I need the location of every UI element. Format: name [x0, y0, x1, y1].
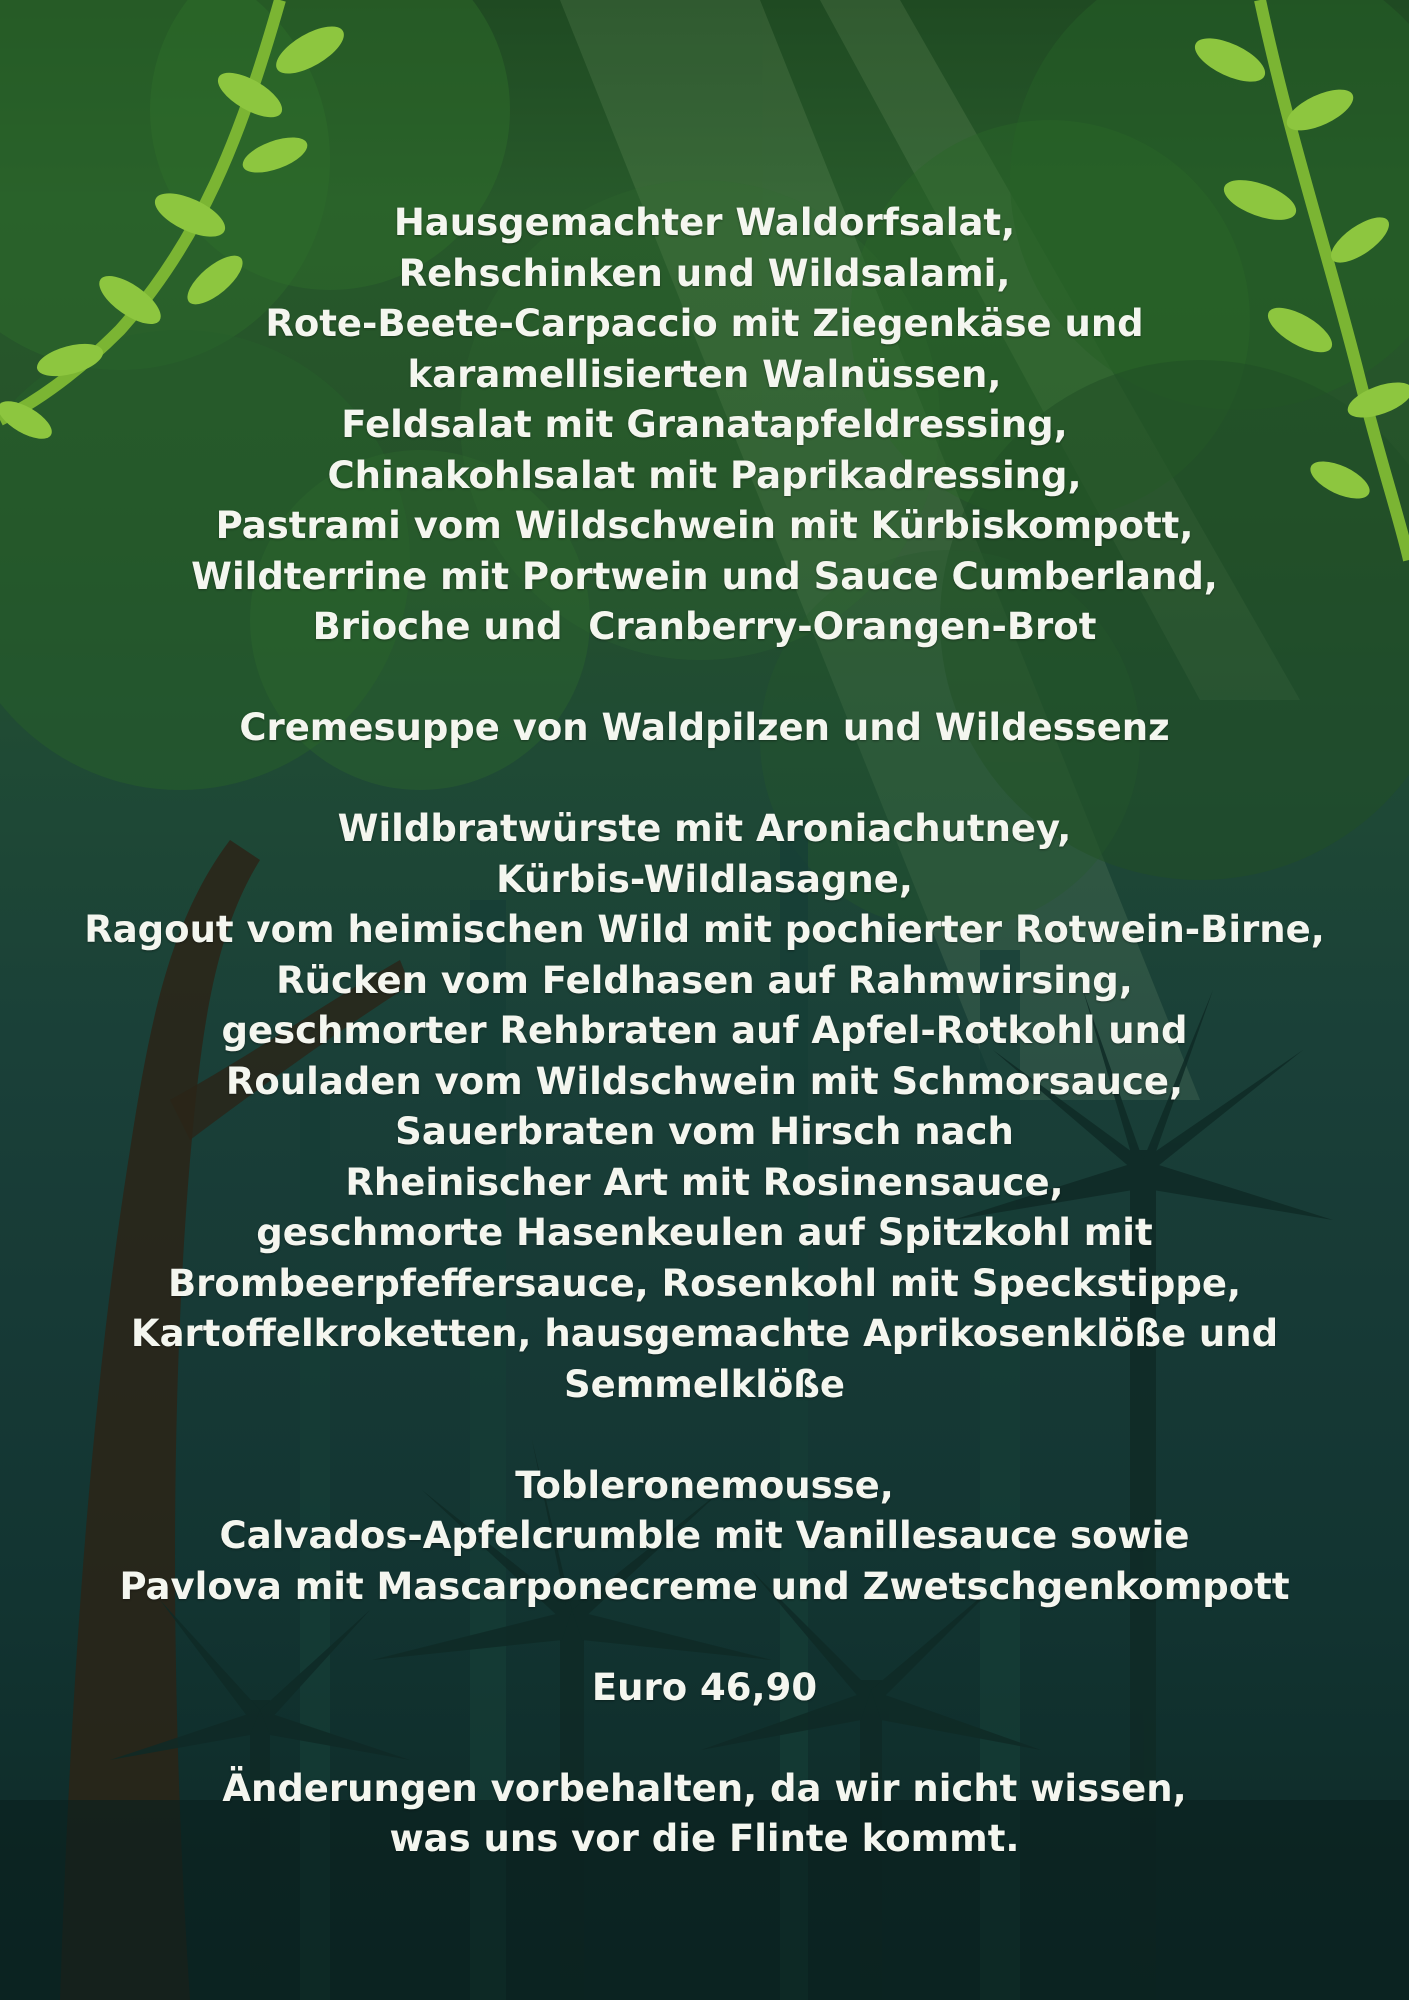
menu-line: karamellisierten Walnüssen, — [407, 352, 1002, 396]
menu-line: Chinakohlsalat mit Paprikadressing, — [327, 453, 1082, 497]
menu-line: Kürbis-Wildlasagne, — [496, 857, 913, 901]
section-spacer — [0, 1612, 1409, 1663]
menu-line: Rücken vom Feldhasen auf Rahmwirsing, — [276, 958, 1133, 1002]
menu-line: Brioche und Cranberry-Orangen-Brot — [312, 605, 1097, 648]
menu-line: Tobleronemousse, — [515, 1463, 894, 1507]
section-spacer — [0, 754, 1409, 805]
soup-section — [0, 703, 1409, 754]
menu-line: Semmelklöße — [563, 1362, 846, 1406]
menu-line: Pavlova mit Mascarponecreme und Zwetschgenkompott — [119, 1564, 1290, 1608]
menu-line: Rheinischer Art mit Rosinensauce, — [345, 1160, 1064, 1204]
menu-line: Sauerbraten vom Hirsch nach — [395, 1110, 1014, 1153]
menu-line: Kartoffelkroketten, hausgemachte Aprikosenklöße und — [130, 1312, 1279, 1355]
menu-line: Änderungen vorbehalten, da wir nicht wissen, — [222, 1766, 1187, 1810]
menu-line: Wildterrine mit Portwein und Sauce Cumberland, — [191, 554, 1218, 598]
menu-line: Hausgemachter Waldorfsalat, — [393, 201, 1016, 244]
menu-line: Wildbratwürste mit Aroniachutney, — [337, 807, 1072, 850]
menu-line: Rouladen vom Wildschwein mit Schmorsauce, — [225, 1059, 1184, 1103]
menu-line: geschmorte Hasenkeulen auf Spitzkohl mit — [256, 1211, 1153, 1254]
disclaimer — [0, 1764, 1409, 1865]
menu-text — [0, 198, 1409, 1865]
menu-line: Rote-Beete-Carpaccio mit Ziegenkäse und — [265, 302, 1144, 345]
menu-line: Ragout vom heimischen Wild mit pochierter Rotwein-Birne, — [84, 908, 1325, 951]
menu-line: Cremesuppe von Waldpilzen und Wildessenz — [239, 706, 1170, 749]
section-spacer — [0, 1713, 1409, 1764]
price: Euro 46,90 — [591, 1665, 818, 1709]
mains-section — [0, 804, 1409, 1410]
menu-line: Rehschinken und Wildsalami, — [398, 251, 1011, 295]
desserts-section — [0, 1461, 1409, 1613]
menu-line: Calvados-Apfelcrumble mit Vanillesauce sowie — [219, 1514, 1190, 1557]
menu-line: was uns vor die Flinte kommt. — [389, 1817, 1020, 1860]
menu-line: geschmorter Rehbraten auf Apfel-Rotkohl und — [221, 1009, 1188, 1052]
menu-line: Brombeerpfeffersauce, Rosenkohl mit Speckstippe, — [167, 1261, 1242, 1305]
starters-section — [0, 198, 1409, 653]
section-spacer — [0, 653, 1409, 704]
menu-line: Pastrami vom Wildschwein mit Kürbiskompott, — [215, 504, 1194, 547]
section-spacer — [0, 1410, 1409, 1461]
menu-line: Feldsalat mit Granatapfeldressing, — [341, 403, 1068, 446]
